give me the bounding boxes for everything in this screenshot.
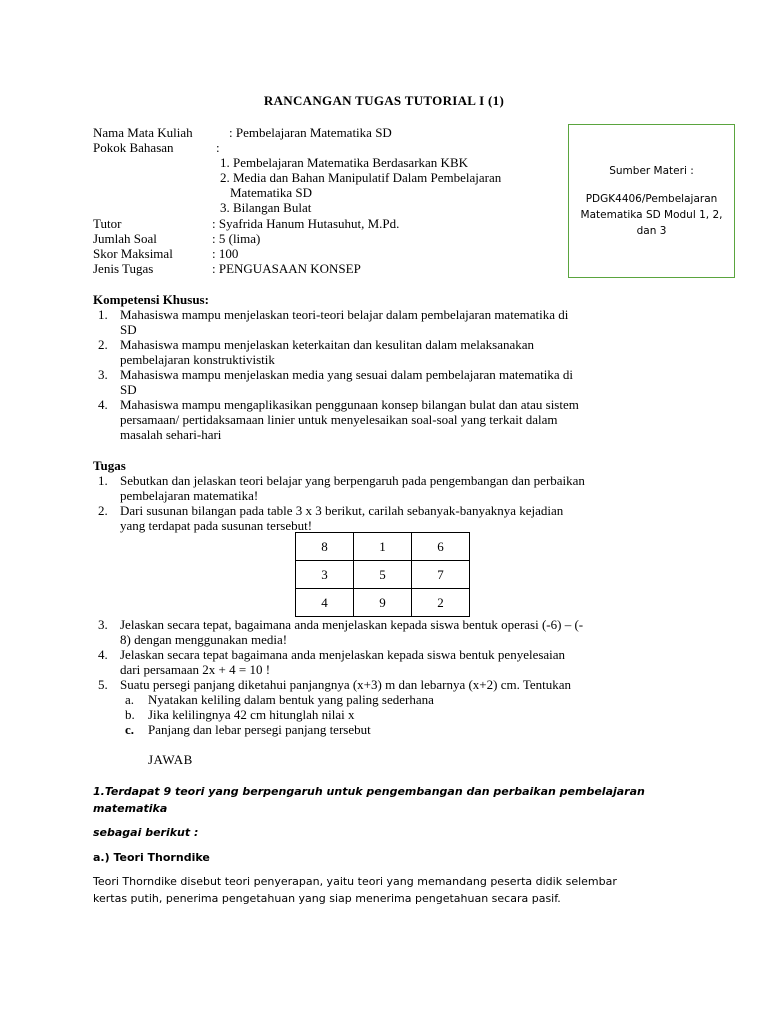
- kompetensi-line: pembelajaran konstruktivistik: [120, 352, 275, 367]
- table-row: [296, 561, 470, 589]
- tugas-line: Jelaskan secara tepat, bagaimana anda menjelaskan kepada siswa bentuk operasi (-6) – (-: [120, 617, 584, 632]
- source-value: PDGK4406/Pembelajaran Matematika SD Modul 1, 2, dan 3: [580, 193, 723, 237]
- kompetensi-heading: Kompetensi Khusus:: [93, 292, 209, 307]
- kompetensi-line: persamaan/ pertidaksamaan linier untuk menyelesaikan soal-soal yang terkait dalam: [120, 412, 558, 427]
- table-cell: 9: [354, 589, 412, 617]
- pokok-bahasan-item: 3. Bilangan Bulat: [220, 200, 312, 215]
- tutor-value: : Syafrida Hanum Hutasuhut, M.Pd.: [212, 216, 400, 231]
- table-cell: 7: [412, 561, 470, 589]
- tugas-num: 2.: [98, 503, 108, 518]
- mata-kuliah-value: : Pembelajaran Matematika SD: [229, 125, 392, 140]
- kompetensi-line: SD: [120, 322, 137, 337]
- number-grid-table: [295, 532, 470, 617]
- pokok-bahasan-item: Matematika SD: [230, 185, 312, 200]
- skor-label: Skor Maksimal: [93, 246, 173, 261]
- answer-paragraph-line: Teori Thorndike disebut teori penyerapan, yaitu teori yang memandang peserta didik selembar: [93, 875, 617, 888]
- tugas-sub-text: Jika kelilingnya 42 cm hitunglah nilai x: [148, 707, 355, 722]
- skor-value: : 100: [212, 246, 239, 261]
- kompetensi-num: 1.: [98, 307, 108, 322]
- table-cell: 4: [296, 589, 354, 617]
- answer-intro-line: 1.Terdapat 9 teori yang berpengaruh untuk pengembangan dan perbaikan pembelajaran: [93, 785, 645, 798]
- table-row: [296, 533, 470, 561]
- tugas-line: dari persamaan 2x + 4 = 10 !: [120, 662, 271, 677]
- pokok-bahasan-item: 1. Pembelajaran Matematika Berdasarkan KBK: [220, 155, 468, 170]
- table-cell: 1: [354, 533, 412, 561]
- table-cell: 2: [412, 589, 470, 617]
- tugas-heading: Tugas: [93, 458, 126, 473]
- tugas-line: Suatu persegi panjang diketahui panjangnya (x+3) m dan lebarnya (x+2) cm. Tentukan: [120, 677, 572, 692]
- tugas-line: Jelaskan secara tepat bagaimana anda menjelaskan kepada siswa bentuk penyelesaian: [120, 647, 566, 662]
- tugas-num: 1.: [98, 473, 108, 488]
- jenis-label: Jenis Tugas: [93, 261, 154, 276]
- tugas-sub-text: Panjang dan lebar persegi panjang tersebut: [148, 722, 371, 737]
- tugas-num: 3.: [98, 617, 108, 632]
- tugas-line: yang terdapat pada susunan tersebut!: [120, 518, 313, 533]
- kompetensi-num: 2.: [98, 337, 108, 352]
- tugas-num: 4.: [98, 647, 108, 662]
- document-title: RANCANGAN TUGAS TUTORIAL I (1): [263, 93, 505, 108]
- table-cell: 5: [354, 561, 412, 589]
- tugas-sub-num: c.: [125, 722, 135, 737]
- tutor-label: Tutor: [93, 216, 122, 231]
- answer-intro-line: sebagai berikut :: [93, 826, 199, 839]
- kompetensi-line: Mahasiswa mampu mengaplikasikan penggunaan konsep bilangan bulat dan atau sistem: [120, 397, 579, 412]
- kompetensi-line: Mahasiswa mampu menjelaskan teori-teori belajar dalam pembelajaran matematika di: [120, 307, 569, 322]
- tugas-num: 5.: [98, 677, 108, 692]
- tugas-line: pembelajaran matematika!: [120, 488, 259, 503]
- table-cell: 8: [296, 533, 354, 561]
- kompetensi-line: SD: [120, 382, 137, 397]
- kompetensi-num: 3.: [98, 367, 108, 382]
- tugas-line: 8) dengan menggunakan media!: [120, 632, 288, 647]
- answer-subheading: a.) Teori Thorndike: [93, 851, 210, 864]
- kompetensi-line: Mahasiswa mampu menjelaskan keterkaitan dan kesulitan dalam melaksanakan: [120, 337, 535, 352]
- mata-kuliah-label: Nama Mata Kuliah: [93, 125, 193, 140]
- tugas-sub-text: Nyatakan keliling dalam bentuk yang paling sederhana: [148, 692, 434, 707]
- pokok-bahasan-item: 2. Media dan Bahan Manipulatif Dalam Pembelajaran: [220, 170, 502, 185]
- tugas-line: Sebutkan dan jelaskan teori belajar yang berpengaruh pada pengembangan dan perbaikan: [120, 473, 585, 488]
- answer-intro-line: matematika: [93, 802, 168, 815]
- jawab-heading: JAWAB: [148, 752, 193, 767]
- tugas-sub-num: b.: [125, 707, 135, 722]
- source-label: Sumber Materi :: [609, 165, 694, 177]
- kompetensi-line: Mahasiswa mampu menjelaskan media yang sesuai dalam pembelajaran matematika di: [120, 367, 574, 382]
- pokok-bahasan-colon: :: [216, 140, 220, 155]
- jumlah-soal-label: Jumlah Soal: [93, 231, 157, 246]
- kompetensi-line: masalah sehari-hari: [120, 427, 222, 442]
- source-box: [568, 124, 735, 278]
- tugas-sub-num: a.: [125, 692, 135, 707]
- jenis-value: : PENGUASAAN KONSEP: [212, 261, 361, 276]
- answer-paragraph-line: kertas putih, penerima pengetahuan yang siap menerima pengetahuan secara pasif.: [93, 892, 561, 905]
- table-cell: 3: [296, 561, 354, 589]
- table-row: [296, 589, 470, 617]
- pokok-bahasan-label: Pokok Bahasan: [93, 140, 174, 155]
- kompetensi-num: 4.: [98, 397, 108, 412]
- jumlah-soal-value: : 5 (lima): [212, 231, 261, 246]
- table-cell: 6: [412, 533, 470, 561]
- tugas-line: Dari susunan bilangan pada table 3 x 3 berikut, carilah sebanyak-banyaknya kejadian: [120, 503, 564, 518]
